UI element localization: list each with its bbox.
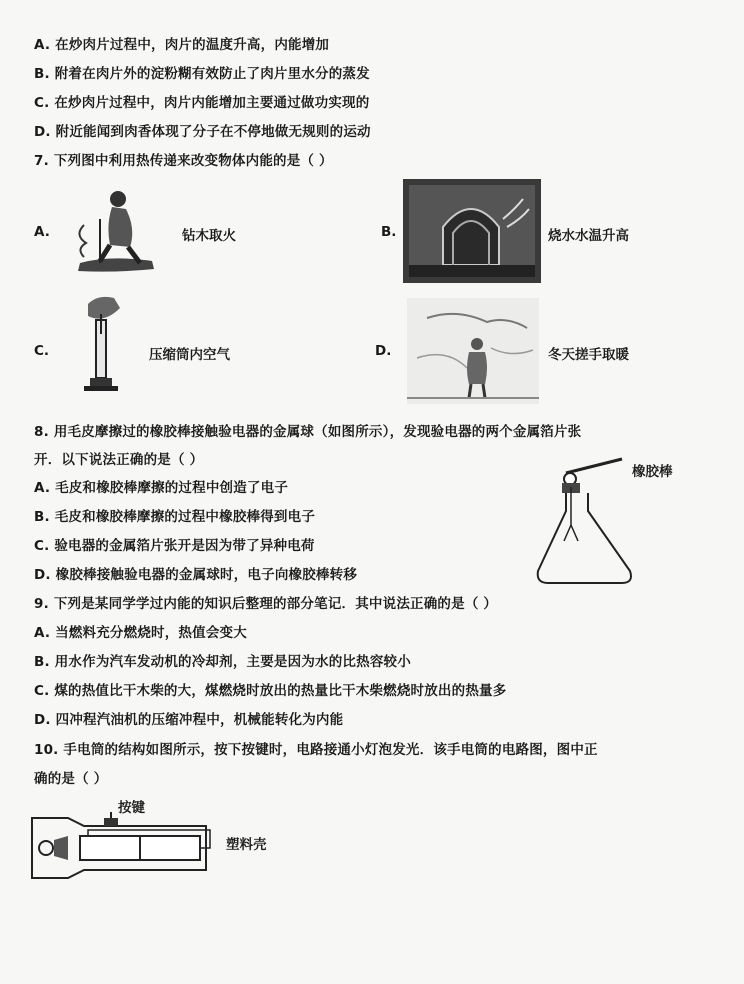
q7-a-figure-drilling-wood — [70, 185, 162, 275]
q7-stem: 7. 下列图中利用热传递来改变物体内能的是（ ） — [34, 153, 333, 169]
q9-option-b: B. 用水作为汽车发动机的冷却剂，主要是因为水的比热容较小 — [34, 654, 411, 670]
q7-d-caption: 冬天搓手取暖 — [548, 347, 629, 363]
q7-a-letter: A. — [34, 224, 50, 240]
q7-d-figure-rubbing-hands — [407, 298, 539, 404]
q6-option-a: A. 在炒肉片过程中，肉片的温度升高，内能增加 — [34, 37, 330, 53]
q7-c-letter: C. — [34, 343, 50, 359]
q8-stem-line1: 8. 用毛皮摩擦过的橡胶棒接触验电器的金属球（如图所示），发现验电器的两个金属箔片张 — [34, 424, 582, 440]
q9-stem: 9. 下列是某同学学过内能的知识后整理的部分笔记．其中说法正确的是（ ） — [34, 596, 498, 612]
q8-option-b: B. 毛皮和橡胶棒摩擦的过程中橡胶棒得到电子 — [34, 509, 316, 525]
q6-option-d: D. 附近能闻到肉香体现了分子在不停地做无规则的运动 — [34, 124, 371, 140]
q6-option-b: B. 附着在肉片外的淀粉糊有效防止了肉片里水分的蒸发 — [34, 66, 370, 82]
q9-option-c: C. 煤的热值比干木柴的大，煤燃烧时放出的热量比干木柴燃烧时放出的热量多 — [34, 683, 507, 699]
q9-option-a: A. 当燃料充分燃烧时，热值会变大 — [34, 625, 247, 641]
q8-option-d: D. 橡胶棒接触验电器的金属球时，电子向橡胶棒转移 — [34, 567, 358, 583]
q7-a-caption: 钻木取火 — [182, 228, 236, 244]
q9-option-d: D. 四冲程汽油机的压缩冲程中，机械能转化为内能 — [34, 712, 344, 728]
q7-c-figure-compressing-air — [74, 294, 130, 394]
q7-d-letter: D. — [375, 343, 392, 359]
q10-label-button: 按键 — [118, 800, 145, 816]
q7-c-caption: 压缩筒内空气 — [149, 347, 230, 363]
q8-option-c: C. 验电器的金属箔片张开是因为带了异种电荷 — [34, 538, 315, 554]
q10-label-plastic-shell: 塑料壳 — [226, 837, 267, 853]
q10-figure-flashlight — [28, 812, 218, 884]
q7-b-caption: 烧水水温升高 — [548, 228, 629, 244]
q10-stem-line2: 确的是（ ） — [34, 771, 108, 787]
q8-label-rubber-rod: 橡胶棒 — [632, 464, 673, 480]
q8-stem-line2: 开．以下说法正确的是（ ） — [34, 452, 204, 468]
q7-b-figure-boiling-water — [403, 179, 541, 283]
q6-option-c: C. 在炒肉片过程中，肉片内能增加主要通过做功实现的 — [34, 95, 370, 111]
q10-stem-line1: 10. 手电筒的结构如图所示，按下按键时，电路接通小灯泡发光．该手电筒的电路图，图中正 — [34, 742, 598, 758]
q7-b-letter: B. — [381, 224, 397, 240]
q8-option-a: A. 毛皮和橡胶棒摩擦的过程中创造了电子 — [34, 480, 289, 496]
q8-figure-electroscope — [530, 453, 640, 593]
